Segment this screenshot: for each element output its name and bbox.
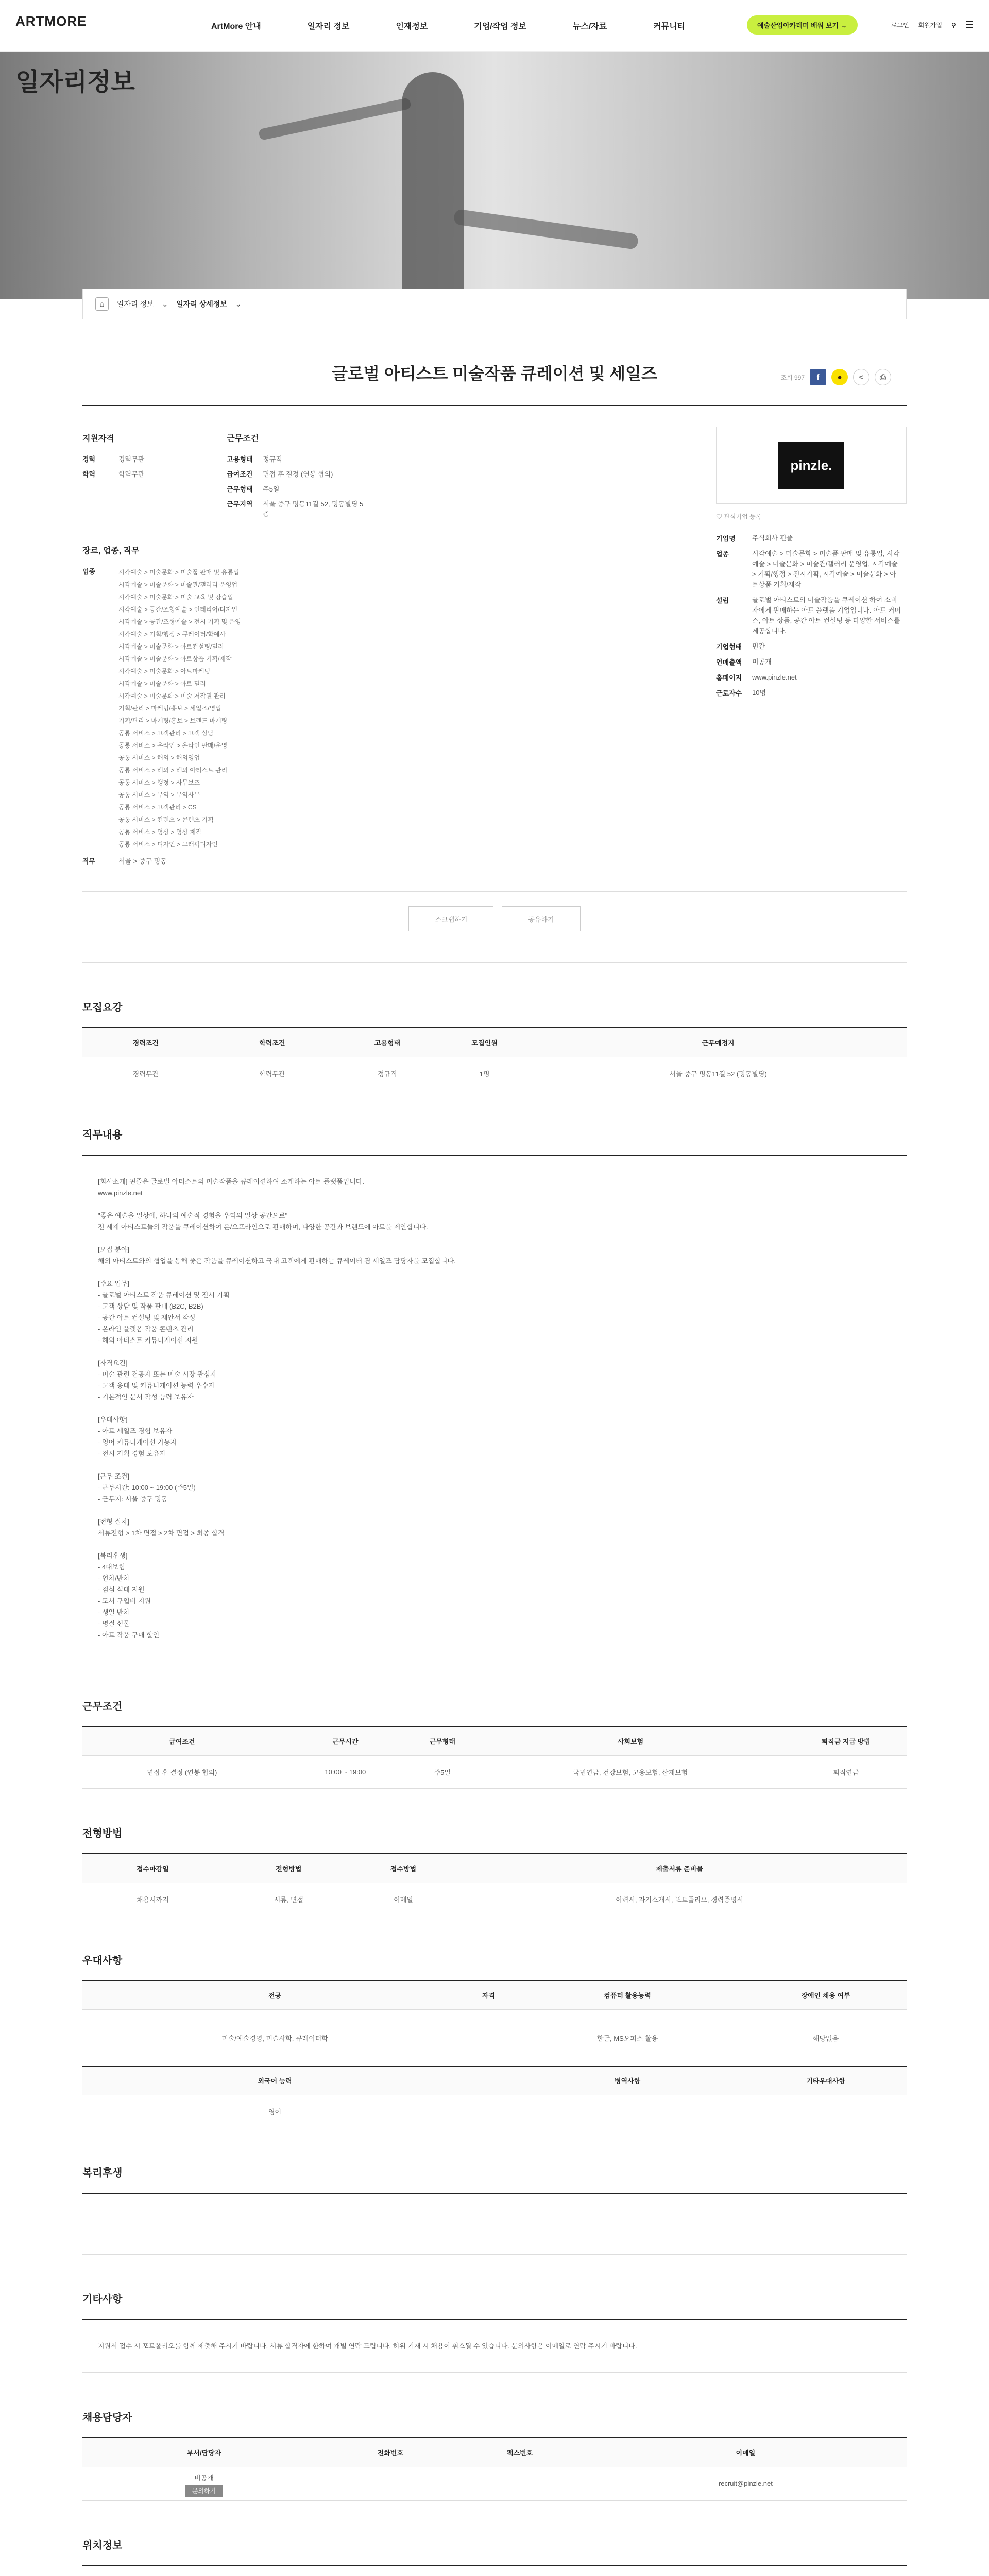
th: 경력조건 — [82, 1028, 209, 1057]
th: 모집인원 — [439, 1028, 530, 1057]
dept-list — [118, 566, 241, 851]
td: 한글, MS오피스 활용 — [510, 2010, 745, 2066]
company-label: 설립 — [716, 597, 729, 604]
th: 근무예정지 — [530, 1028, 907, 1057]
job-title: 글로벌 아티스트 미술작품 큐레이션 및 세일즈 — [332, 364, 657, 383]
share-button[interactable]: 공유하기 — [502, 906, 580, 931]
qual-value: 학력무관 — [118, 470, 145, 478]
th: 접수방법 — [354, 1854, 452, 1883]
section-title: 직무내용 — [82, 1129, 123, 1141]
dept-item: 시각예술 > 미술문화 > 아트마케팅 — [118, 668, 211, 675]
breadcrumb — [82, 289, 907, 319]
company-row — [716, 688, 907, 698]
th: 급여조건 — [82, 1727, 282, 1756]
td: 정규직 — [335, 1057, 439, 1090]
td: 퇴직연금 — [785, 1756, 907, 1789]
main-nav — [211, 20, 685, 31]
td: 영어 — [82, 2095, 467, 2128]
view-count: 조회 997 — [780, 374, 805, 381]
site-header — [0, 0, 989, 52]
follow-label: 관심기업 등록 — [724, 513, 762, 520]
th: 부서/담당자 — [82, 2438, 326, 2467]
section-title: 위치정보 — [82, 2539, 123, 2551]
th: 고용형태 — [335, 1028, 439, 1057]
td — [467, 2095, 510, 2128]
search-icon[interactable]: ⚲ — [951, 21, 956, 29]
th: 접수마감일 — [82, 1854, 223, 1883]
process-table — [82, 1853, 907, 1916]
share-icon[interactable]: < — [853, 369, 869, 385]
cond-title: 근무조건 — [227, 434, 259, 443]
th — [467, 2066, 510, 2095]
util-menu — [891, 20, 974, 30]
home-icon[interactable]: ⌂ — [95, 297, 109, 311]
company-info — [716, 533, 907, 698]
facebook-icon[interactable]: f — [810, 369, 826, 385]
breadcrumb-item[interactable]: 일자리 정보 — [117, 300, 154, 308]
menu-icon[interactable]: ☰ — [965, 20, 974, 30]
dept-item: 공통 서비스 > 무역 > 무역사무 — [118, 791, 200, 799]
qual-label: 경력 — [82, 455, 96, 463]
th: 자격 — [467, 1981, 510, 2010]
company-label: 연매출액 — [716, 658, 742, 666]
dept-item: 시각예술 > 미술문화 > 미술관/갤러리 운영업 — [118, 581, 238, 588]
dept-label: 업종 — [82, 568, 96, 575]
th: 전공 — [82, 1981, 467, 2010]
company-label: 업종 — [716, 550, 729, 558]
login-link[interactable]: 로그인 — [891, 22, 909, 29]
cond-value: 정규직 — [263, 455, 282, 463]
company-card — [716, 427, 907, 871]
company-label: 근로자수 — [716, 689, 742, 697]
th: 외국어 능력 — [82, 2066, 467, 2095]
job-label: 직무 — [82, 857, 96, 865]
recruit-table — [82, 1027, 907, 1090]
cond-value: 주5일 — [263, 485, 280, 493]
th: 전형방법 — [223, 1854, 354, 1883]
chevron-down-icon[interactable]: ⌄ — [235, 299, 242, 308]
th: 근무시간 — [282, 1727, 409, 1756]
table-row — [82, 2095, 907, 2128]
cond-value: 면접 후 결정 (연봉 협의) — [263, 470, 333, 478]
company-value: 10명 — [752, 689, 766, 697]
dept-item: 시각예술 > 미술문화 > 아트컨설팅/딜러 — [118, 643, 224, 650]
dept-item: 시각예술 > 미술문화 > 미술 저작권 관리 — [118, 692, 226, 700]
etc-section — [82, 2291, 907, 2373]
dept-item: 공통 서비스 > 컨텐츠 > 콘텐츠 기획 — [118, 816, 214, 823]
nav-item[interactable]: 뉴스/자료 — [572, 22, 607, 31]
etc-text: 지원서 접수 시 포트폴리오를 함께 제출해 주시기 바랍니다. 서류 합격자에 한하여 개별 연락 드립니다. 허위 기재 시 채용이 취소될 수 있습니다. 문의사항은 이메일로 연락 주시기 바랍니다. — [82, 2319, 907, 2373]
th: 장애인 채용 여부 — [745, 1981, 907, 2010]
td: 10:00 ~ 19:00 — [282, 1756, 409, 1789]
company-row — [716, 549, 907, 590]
dept-item: 공통 서비스 > 온라인 > 온라인 판매/운영 — [118, 742, 228, 749]
section-title: 근무조건 — [82, 1701, 123, 1713]
company-logo — [716, 427, 907, 504]
company-row — [716, 641, 907, 652]
dept-item: 시각예술 > 미술문화 > 아트 딜러 — [118, 680, 206, 687]
td — [467, 2010, 510, 2066]
section-title: 복리후생 — [82, 2167, 123, 2179]
duty-section — [82, 1126, 907, 1662]
company-row — [716, 533, 907, 544]
th: 이메일 — [585, 2438, 907, 2467]
nav-item[interactable]: 일자리 정보 — [307, 22, 350, 31]
welfare-section — [82, 2164, 907, 2255]
hero-banner — [0, 52, 989, 299]
table-row — [82, 1057, 907, 1090]
company-value: www.pinzle.net — [752, 673, 797, 681]
cond-label: 급여조건 — [227, 470, 253, 478]
td — [82, 2467, 326, 2500]
th: 기타우대사항 — [745, 2066, 907, 2095]
section-title: 기타사항 — [82, 2294, 123, 2305]
site-logo[interactable]: ARTMORE — [15, 13, 87, 29]
td: 학력무관 — [209, 1057, 336, 1090]
dept-item: 공통 서비스 > 디자인 > 그래픽디자인 — [118, 841, 218, 848]
dept-item: 공통 서비스 > 해외 > 해외 아티스트 관리 — [118, 767, 228, 774]
welfare-content — [82, 2193, 907, 2255]
table-row — [82, 2010, 907, 2066]
td: 주5일 — [409, 1756, 476, 1789]
td — [455, 2467, 584, 2500]
company-row — [716, 672, 907, 683]
qual-title: 지원자격 — [82, 434, 114, 443]
share-bar — [780, 369, 891, 385]
td: 미술/예술경영, 미술사학, 큐레이터학 — [82, 2010, 467, 2066]
th: 학력조건 — [209, 1028, 336, 1057]
job-value: 서울 > 중구 명동 — [118, 857, 167, 865]
company-value: 시각예술 > 미술문화 > 미술품 판매 및 유통업, 시각예술 > 미술문화 > 미술관/갤러리 운영업, 시각예술 > 기획/행정 > 전시기획, 시각예술 > 미술문화 > 아트상품 기획/제작 — [752, 550, 900, 588]
contact-table — [82, 2437, 907, 2501]
dept-item: 시각예술 > 미술문화 > 아트상품 기획/제작 — [118, 655, 232, 663]
inquiry-button[interactable]: 문의하기 — [185, 2485, 223, 2497]
table-row — [82, 1756, 907, 1789]
job-summary — [82, 406, 907, 892]
td: 서울 중구 명동11길 52 (명동빌딩) — [530, 1057, 907, 1090]
th: 퇴직금 지급 방법 — [785, 1727, 907, 1756]
td: 채용시까지 — [82, 1883, 223, 1916]
company-value: 주식회사 핀즐 — [752, 534, 793, 542]
section-title: 모집요강 — [82, 1002, 123, 1013]
nav-item[interactable]: 커뮤니티 — [653, 22, 686, 31]
company-label: 홈페이지 — [716, 674, 742, 682]
nav-item[interactable]: 인재정보 — [396, 22, 428, 31]
company-label: 기업명 — [716, 535, 736, 543]
dept-item: 공통 서비스 > 행정 > 사무보조 — [118, 779, 200, 786]
location-section — [82, 2537, 907, 2576]
contact-name: 비공개 — [194, 2473, 214, 2482]
dept-item: 기획/관리 > 마케팅/홍보 > 브랜드 마케팅 — [118, 717, 228, 724]
dept-item: 시각예술 > 미술문화 > 미술품 판매 및 유통업 — [118, 569, 240, 576]
th: 근무형태 — [409, 1727, 476, 1756]
dept-item: 공통 서비스 > 영상 > 영상 제작 — [118, 828, 202, 836]
prefer-section — [82, 1952, 907, 2129]
dept-title: 장르, 업종, 직무 — [82, 547, 140, 555]
dept-item: 시각예술 > 기획/행정 > 큐레이터/학예사 — [118, 631, 226, 638]
recruit-section — [82, 999, 907, 1090]
dept-item: 시각예술 > 미술문화 > 미술 교육 및 강습업 — [118, 594, 233, 601]
section-title: 우대사항 — [82, 1955, 123, 1967]
td — [510, 2095, 745, 2128]
cond-value: 서울 중구 명동11길 52, 명동빌딩 5층 — [263, 500, 364, 518]
dept-item: 공통 서비스 > 고객관리 > CS — [118, 804, 197, 811]
contact-section — [82, 2409, 907, 2501]
th: 사회보험 — [476, 1727, 786, 1756]
work-table — [82, 1726, 907, 1789]
company-value: 민간 — [752, 642, 765, 650]
td: 경력무관 — [82, 1057, 209, 1090]
process-section — [82, 1825, 907, 1916]
table-row — [82, 2467, 907, 2500]
td: 1명 — [439, 1057, 530, 1090]
th: 컴퓨터 활용능력 — [510, 1981, 745, 2010]
dept-item: 공통 서비스 > 해외 > 해외영업 — [118, 754, 200, 761]
dept-item: 시각예술 > 공간/조형예술 > 인테리어/디자인 — [118, 606, 238, 613]
cond-label: 근무지역 — [227, 500, 253, 508]
cond-label: 근무형태 — [227, 485, 253, 493]
work-section — [82, 1698, 907, 1789]
td: 면접 후 결정 (연봉 협의) — [82, 1756, 282, 1789]
chevron-down-icon[interactable]: ⌄ — [162, 299, 168, 308]
company-label: 기업형태 — [716, 643, 742, 651]
td: 해당없음 — [745, 2010, 907, 2066]
td — [326, 2467, 455, 2500]
th: 제출서류 준비물 — [452, 1854, 907, 1883]
section-title: 채용담당자 — [82, 2412, 132, 2424]
company-value: 미공개 — [752, 658, 772, 666]
page-title: 일자리정보 — [15, 69, 135, 96]
td: 서류, 면접 — [223, 1883, 354, 1916]
scrap-button[interactable]: 스크랩하기 — [408, 906, 493, 931]
td: 국민연금, 건강보험, 고용보험, 산재보험 — [476, 1756, 786, 1789]
join-link[interactable]: 회원가입 — [918, 22, 943, 29]
qual-value: 경력무관 — [118, 455, 145, 463]
duty-text: [회사소개] 핀즐은 글로벌 아티스트의 미술작품을 큐레이션하여 소개하는 아트 플랫폼입니다. www.pinzle.net "좋은 예술을 일상에, 하나의 예술적 경험을 우리의 일상 공간으로" 전 세계 아티스트들의 작품을 큐레이션하여 온/오프라인으로 판매하며, 다양한 공간과 브랜드에 아트를 제안합니다. [모집 분야] 해외 아티스트와의 협업을 통해 좋은 작품을 큐레이션하고 국내 고객에게 판매하는 큐레이터 겸 세일즈 담당자를 모집합니다. [주요 업무] - 글로벌 아티스트 작품 큐레이션 및 전시 기획 - 고객 상담 및 작품 판매 (B2C, B2B) - 공간 아트 컨설팅 및 제안서 작성 - 온라인 플랫폼 작품 콘텐츠 관리 - 해외 아티스트 커뮤니케이션 지원 [자격요건] - 미술 관련 전공자 또는 미술 시장 관심자 - 고객 응대 및 커뮤니케이션 능력 우수자 - 기본적인 문서 작성 능력 보유자 [우대사항] - 아트 세일즈 경험 보유자 - 영어 커뮤니케이션 가능자 - 전시 기획 경험 보유자 [근무 조건] - 근무시간: 10:00 ~ 19:00 (주5일) - 근무지: 서울 중구 명동 [전형 절차] 서류전형 > 1차 면접 > 2차 면접 > 최종 합격 [복리후생] - 4대보험 - 연차/반차 - 점심 식대 지원 - 도서 구입비 지원 - 생일 반차 - 명절 선물 - 아트 작품 구매 할인 — [82, 1155, 907, 1662]
nav-item[interactable]: ArtMore 안내 — [211, 22, 261, 31]
kakao-icon[interactable]: ● — [831, 369, 848, 385]
follow-company-button[interactable]: ♡ 관심기업 등록 — [716, 513, 762, 520]
company-row — [716, 595, 907, 636]
company-row — [716, 657, 907, 667]
company-logo-text: pinzle. — [778, 442, 845, 489]
th: 팩스번호 — [455, 2438, 584, 2467]
cond-label: 고용형태 — [227, 455, 253, 463]
qual-label: 학력 — [82, 470, 96, 478]
prefer-table — [82, 1980, 907, 2129]
promo-button[interactable]: 예술산업아카데미 배워 보기 → — [747, 15, 858, 35]
dept-item: 기획/관리 > 마케팅/홍보 > 세일즈/영업 — [118, 705, 221, 712]
nav-item[interactable]: 기업/작업 정보 — [474, 22, 526, 31]
action-buttons — [82, 892, 907, 963]
print-icon[interactable]: ⎙ — [875, 369, 891, 385]
dept-item: 시각예술 > 공간/조형예술 > 전시 기획 및 운영 — [118, 618, 241, 625]
td: 이메일 — [354, 1883, 452, 1916]
td: recruit@pinzle.net — [585, 2467, 907, 2500]
table-row — [82, 1883, 907, 1916]
dept-item: 공통 서비스 > 고객관리 > 고객 상담 — [118, 730, 214, 737]
company-value: 글로벌 아티스트의 미술작품을 큐레이션 하여 소비자에게 판매하는 아트 플랫폼 기업입니다. 아트 커머스, 아트 상품, 공간 아트 컨설팅 등 다양한 서비스를 제공합니다. — [752, 596, 901, 635]
td: 이력서, 자기소개서, 포트폴리오, 경력증명서 — [452, 1883, 907, 1916]
th: 병역사항 — [510, 2066, 745, 2095]
breadcrumb-item[interactable]: 일자리 상세정보 — [176, 300, 227, 308]
section-title: 전형방법 — [82, 1828, 123, 1839]
th: 전화번호 — [326, 2438, 455, 2467]
td — [745, 2095, 907, 2128]
